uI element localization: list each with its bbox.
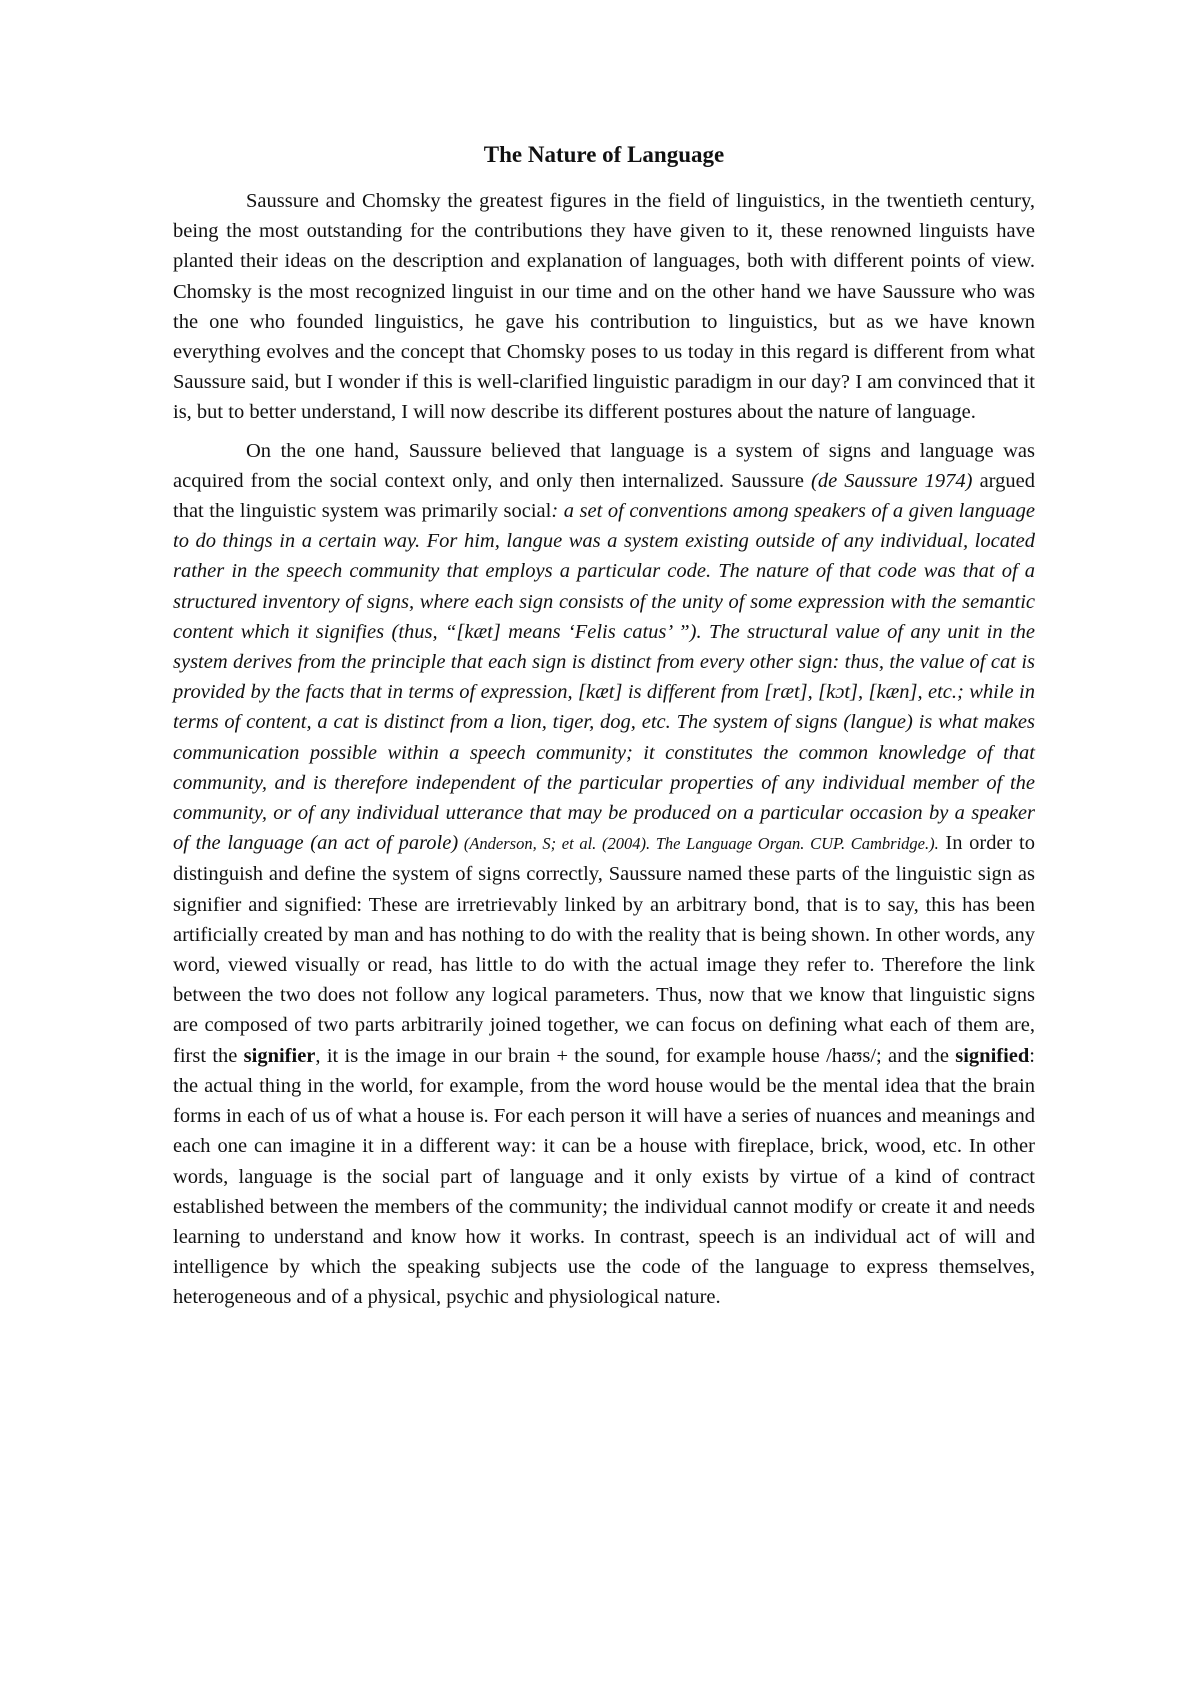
paragraph-intro: Saussure and Chomsky the greatest figures in the field of linguistics, in the twentieth century, being the most outstanding for the contributions they have given to it, these renowned linguists have planted their ideas on the description and explanation of languages, both with different points of view. Chomsky is the most recognized linguist in our time and on the other hand we have Saussure who was the one who founded linguistics, he gave his contribution to linguistics, but as we have known everything evolves and the concept that Chomsky poses to us today in this regard is different from what Saussure said, but I wonder if this is well-clarified linguistic paradigm in our day? I am convinced that it is, but to better understand, I will now describe its different postures about the nature of language. bbox=[173, 190, 1035, 424]
paragraph-text: In order to distinguish and define the system of signs correctly, Saussure named these parts of the linguistic sign as signifier and signified: These are irretrievably linked by an arbitrary bond, that is to say, this has been artificially created by man and has nothing to do with the reality that is being shown. In other words, any word, viewed visually or read, has little to do with the actual image they refer to. Therefore the link between the two does not follow any logical parameters. Thus, now that we know that linguistic signs are composed of two parts arbitrarily joined together, we can focus on defining what each of them are, first the bbox=[173, 832, 1035, 1067]
paragraph-saussure bbox=[173, 436, 1035, 1313]
term-signifier: signifier bbox=[243, 1044, 316, 1067]
paragraph-text: On the one hand, Saussure believed that language is a system of signs and language was acquired from the social context only, and only then internalized. Saussure bbox=[173, 439, 1035, 492]
paragraph-text: argued that the linguistic system was primarily social bbox=[173, 469, 1035, 523]
paragraph-text: : the actual thing in the world, for example, from the word house would be the mental idea that the brain forms in each of us of what a house is. For each person it will have a series of nuances and meanings and each one can imagine it in a different way: it can be a house with fireplace, brick, wood, etc. In other words, language is the social part of language and it only exists by virtue of a kind of contract established between the members of the community; the individual cannot modify or create it and needs learning to understand and know how it works. In contrast, speech is an individual act of will and intelligence by which the speaking subjects use the code of the language to express themselves, heterogeneous and of a physical, psychic and physiological nature. bbox=[173, 1044, 1035, 1309]
page-title: The Nature of Language bbox=[483, 142, 725, 167]
document-page bbox=[173, 140, 1035, 1313]
inline-reference: (de Saussure 1974) bbox=[811, 469, 973, 492]
term-signified: signified bbox=[955, 1044, 1030, 1067]
citation: (Anderson, S; et al. (2004). The Language Organ. CUP. Cambridge.). bbox=[458, 834, 939, 854]
block-quotation: : a set of conventions among speakers of a given language to do things in a certain way. For him, langue was a system existing outside of any individual, located rather in the speech community that employs a particular code. The nature of that code was that of a structured inventory of signs, where each sign consists of the unity of some expression with the semantic content which it signifies (thus, “[kæt] means ‘Felis catus’ ”). The structural value of any unit in the system derives from the principle that each sign is distinct from every other sign: thus, the value of cat is provided by the facts that in terms of expression, [kæt] is different from [ræt], [kɔt], [kæn], etc.; while in terms of content, a cat is distinct from a lion, tiger, dog, etc. The system of signs (langue) is what makes communication possible within a speech community; it constitutes the common knowledge of that community, and is therefore independent of the particular properties of any individual member of the community, or of any individual utterance that may be produced on a particular occasion by a speaker of the language (an act of parole) bbox=[173, 500, 1035, 855]
paragraph-text: , it is the image in our brain + the sound, for example house /haʊs/; and the bbox=[315, 1044, 956, 1067]
